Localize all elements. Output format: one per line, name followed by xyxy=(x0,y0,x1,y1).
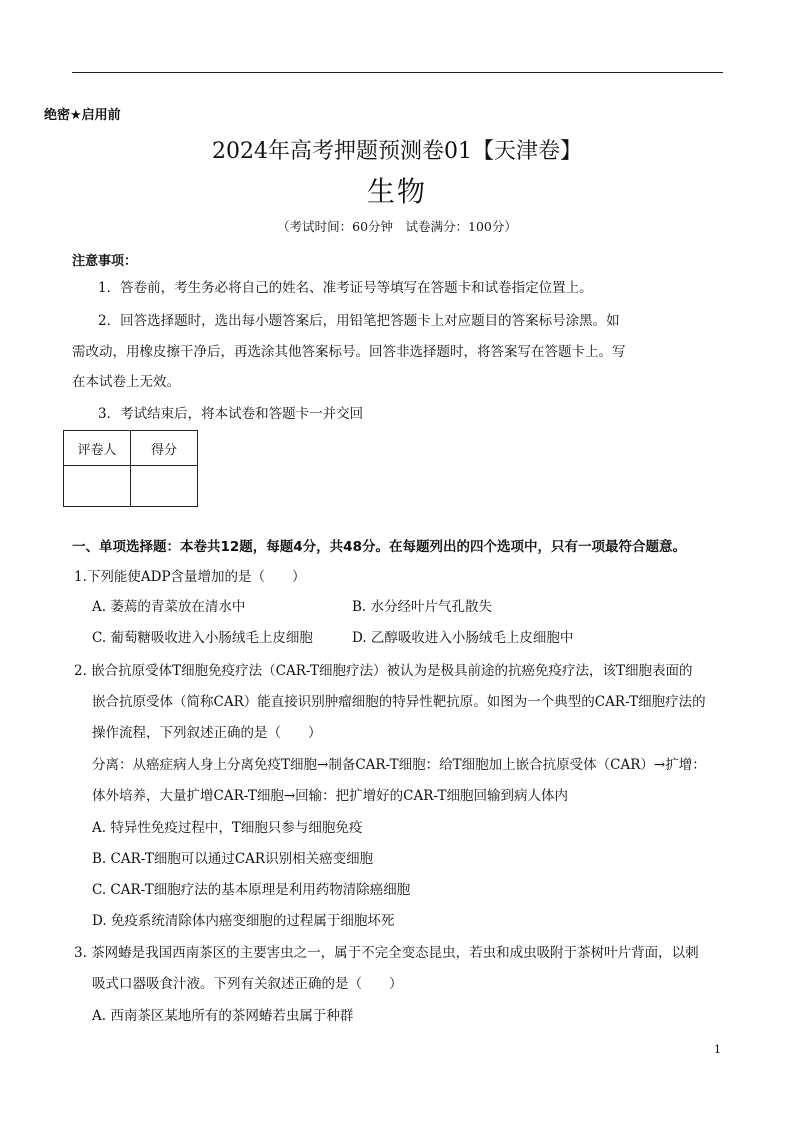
grade-table-header-grader: 评卷人 xyxy=(64,431,131,466)
confidential-label: 绝密★启用前 xyxy=(44,108,121,123)
q2-option-a: A. 特异性免疫过程中，T细胞只参与细胞免疫 xyxy=(92,820,363,836)
q2-option-b: B. CAR-T细胞可以通过CAR识别相关癌变细胞 xyxy=(92,851,374,867)
q2-stem-line-2: 嵌合抗原受体（简称CAR）能直接识别肿瘤细胞的特异性靶抗原。如图为一个典型的CAR-T细胞疗法的 xyxy=(92,694,706,710)
q1-option-b: B. 水分经叶片气孔散失 xyxy=(352,599,493,615)
q3-stem-line-1: 3. 茶网蝽是我国西南茶区的主要害虫之一，属于不完全变态昆虫，若虫和成虫吸附于茶树叶片背面，以刺 xyxy=(74,945,699,961)
q2-flow-line-1: 分离：从癌症病人身上分离免疫T细胞→制备CAR-T细胞：给T细胞加上嵌合抗原受体（CAR）→扩增： xyxy=(92,757,706,773)
q1-option-d: D. 乙醇吸收进入小肠绒毛上皮细胞中 xyxy=(352,630,574,646)
q1-option-c: C. 葡萄糖吸收进入小肠绒毛上皮细胞 xyxy=(92,630,313,646)
section-1-heading: 一、单项选择题：本卷共12题，每题4分，共48分。在每题列出的四个选项中，只有一项最符合题意。 xyxy=(72,539,686,555)
header-rule xyxy=(72,72,723,73)
score-cell[interactable] xyxy=(131,466,198,507)
q2-stem-line-1: 2. 嵌合抗原受体T细胞免疫疗法（CAR-T细胞疗法）被认为是极具前途的抗癌免疫疗法，该T细胞表面的 xyxy=(74,663,693,679)
notice-heading: 注意事项： xyxy=(72,254,138,269)
q1-option-a: A. 萎蔫的青菜放在清水中 xyxy=(92,599,246,615)
notice-item-2-line-1: 2．回答选择题时，选出每小题答案后，用铅笔把答题卡上对应题目的答案标号涂黑。如 xyxy=(98,313,620,329)
notice-item-2-line-2: 需改动，用橡皮擦干净后，再选涂其他答案标号。回答非选择题时，将答案写在答题卡上。写 xyxy=(72,344,626,360)
grade-table-header-score: 得分 xyxy=(131,431,198,466)
exam-title: 2024年高考押题预测卷01【天津卷】 xyxy=(212,139,582,164)
q3-stem-line-2: 吸式口器吸食汁液。下列有关叙述正确的是（ ） xyxy=(92,976,403,992)
exam-subject: 生物 xyxy=(366,175,427,208)
q2-option-d: D. 免疫系统清除体内癌变细胞的过程属于细胞坏死 xyxy=(92,913,395,929)
q3-option-a: A. 西南茶区某地所有的茶网蝽若虫属于种群 xyxy=(92,1008,354,1024)
notice-item-3: 3．考试结束后，将本试卷和答题卡一并交回 xyxy=(98,406,364,422)
notice-item-2-line-3: 在本试卷上无效。 xyxy=(72,374,180,390)
page-number: 1 xyxy=(714,1043,721,1056)
q1-stem: 1.下列能使ADP含量增加的是（ ） xyxy=(74,569,306,585)
exam-meta: （考试时间：60分钟 试卷满分：100分） xyxy=(277,219,517,234)
notice-item-1: 1．答卷前，考生务必将自己的姓名、准考证号等填写在答题卡和试卷指定位置上。 xyxy=(98,280,593,296)
q2-option-c: C. CAR-T细胞疗法的基本原理是利用药物清除癌细胞 xyxy=(92,882,411,898)
q2-flow-line-2: 体外培养，大量扩增CAR-T细胞→回输：把扩增好的CAR-T细胞回输到病人体内 xyxy=(92,788,568,804)
grader-cell[interactable] xyxy=(64,466,131,507)
q2-stem-line-3: 操作流程，下列叙述正确的是（ ） xyxy=(92,725,322,741)
grade-table xyxy=(63,430,198,507)
